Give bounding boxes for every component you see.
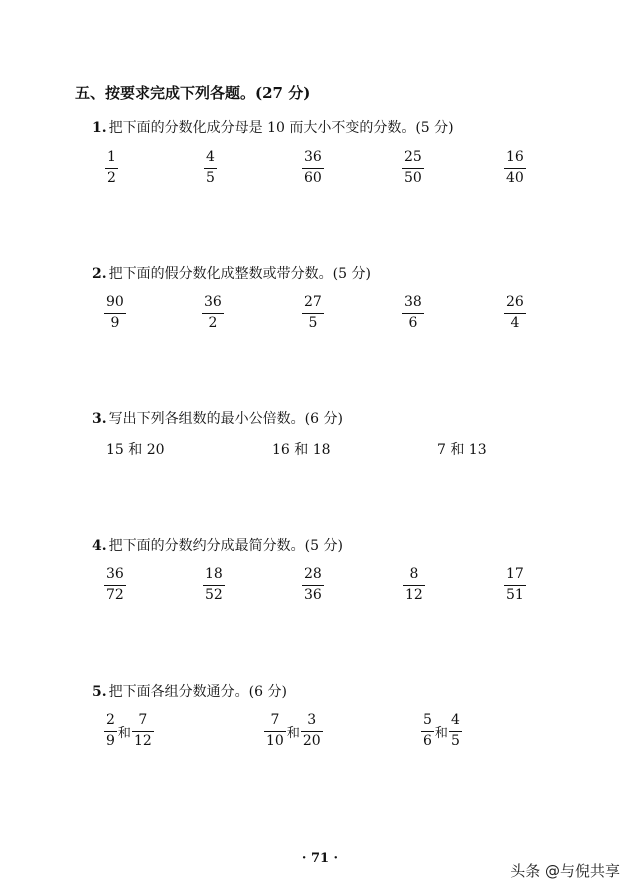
fraction-bar — [104, 731, 117, 732]
question-1 — [92, 117, 454, 137]
fraction-pair — [104, 712, 154, 750]
question-text: 把下面各组分数通分。(6 分) — [108, 684, 287, 700]
fraction-bar — [105, 168, 118, 169]
fraction — [301, 712, 323, 750]
fraction-bar — [202, 313, 224, 314]
denominator: 51 — [506, 587, 524, 603]
question-text: 把下面的分数化成分母是 10 而大小不变的分数。(5 分) — [108, 120, 454, 136]
fraction — [302, 294, 324, 332]
fraction — [402, 149, 424, 187]
fraction — [302, 149, 324, 187]
numerator: 38 — [404, 294, 422, 310]
watermark: 头条 @与倪共享 — [510, 862, 620, 880]
question-3 — [92, 408, 343, 428]
fraction — [202, 294, 224, 332]
numerator: 28 — [304, 566, 322, 582]
question-text: 把下面的假分数化成整数或带分数。(5 分) — [108, 266, 371, 282]
numerator: 36 — [106, 566, 124, 582]
numerator: 2 — [106, 712, 115, 728]
denominator: 5 — [450, 733, 460, 749]
numerator: 16 — [506, 149, 524, 165]
fraction-bar — [301, 731, 323, 732]
question-number: 3. — [92, 411, 107, 427]
question-number: 4. — [92, 538, 107, 554]
numerator: 3 — [307, 712, 317, 728]
fraction — [264, 712, 286, 750]
denominator: 5 — [206, 170, 215, 186]
denominator: 60 — [304, 170, 322, 186]
question-text: 把下面的分数约分成最简分数。(5 分) — [108, 538, 343, 554]
and-connector: 和 — [286, 725, 300, 741]
fraction — [104, 294, 126, 332]
denominator: 2 — [107, 170, 116, 186]
question-number: 1. — [92, 120, 107, 136]
denominator: 6 — [408, 315, 418, 331]
section-title: 五、按要求完成下列各题。(27 分) — [75, 84, 311, 102]
fraction — [203, 566, 225, 604]
denominator: 36 — [304, 587, 322, 603]
fraction-bar — [402, 313, 424, 314]
denominator: 6 — [423, 733, 432, 749]
fraction — [504, 294, 526, 332]
fraction — [204, 149, 217, 187]
question-2 — [92, 263, 371, 283]
fraction-bar — [204, 168, 217, 169]
fraction-bar — [449, 731, 462, 732]
denominator: 12 — [133, 733, 152, 749]
question-5 — [92, 681, 287, 701]
fraction — [104, 712, 117, 750]
fraction-bar — [504, 313, 526, 314]
page-number: · 71 · — [301, 851, 339, 866]
denominator: 12 — [405, 587, 423, 603]
fraction-bar — [104, 313, 126, 314]
numerator: 17 — [506, 566, 524, 582]
fraction — [504, 149, 526, 187]
fraction — [504, 566, 526, 604]
fraction-bar — [504, 585, 526, 586]
numerator: 4 — [450, 712, 460, 728]
denominator: 40 — [506, 170, 524, 186]
fraction-bar — [403, 585, 425, 586]
denominator: 5 — [308, 315, 318, 331]
numerator: 90 — [106, 294, 124, 310]
numerator: 7 — [138, 712, 148, 728]
denominator: 4 — [510, 315, 520, 331]
fraction — [402, 294, 424, 332]
fraction — [105, 149, 118, 187]
denominator: 72 — [106, 587, 124, 603]
number-pair: 16 和 18 — [272, 442, 331, 458]
denominator: 10 — [266, 733, 284, 749]
fraction-bar — [421, 731, 434, 732]
fraction-pair — [421, 712, 462, 750]
fraction-bar — [104, 585, 126, 586]
numerator: 1 — [107, 149, 116, 165]
denominator: 2 — [208, 315, 218, 331]
fraction — [403, 566, 425, 604]
fraction — [132, 712, 154, 750]
number-pair: 7 和 13 — [437, 442, 487, 458]
fraction-bar — [302, 313, 324, 314]
question-number: 2. — [92, 266, 107, 282]
numerator: 27 — [304, 294, 322, 310]
numerator: 26 — [506, 294, 524, 310]
fraction — [104, 566, 126, 604]
fraction-bar — [302, 168, 324, 169]
fraction — [449, 712, 462, 750]
number-pair: 15 和 20 — [106, 442, 165, 458]
fraction-bar — [264, 731, 286, 732]
numerator: 18 — [205, 566, 223, 582]
question-text: 写出下列各组数的最小公倍数。(6 分) — [108, 411, 343, 427]
denominator: 52 — [205, 587, 223, 603]
denominator: 9 — [110, 315, 120, 331]
fraction-bar — [504, 168, 526, 169]
fraction-bar — [402, 168, 424, 169]
numerator: 8 — [409, 566, 419, 582]
fraction-pair — [264, 712, 323, 750]
denominator: 50 — [404, 170, 422, 186]
numerator: 4 — [206, 149, 215, 165]
fraction-bar — [132, 731, 154, 732]
fraction — [302, 566, 324, 604]
fraction-bar — [203, 585, 225, 586]
fraction — [421, 712, 434, 750]
question-4 — [92, 535, 343, 555]
numerator: 7 — [270, 712, 280, 728]
question-number: 5. — [92, 684, 107, 700]
numerator: 5 — [423, 712, 432, 728]
numerator: 36 — [304, 149, 322, 165]
and-connector: 和 — [434, 725, 448, 741]
fraction-bar — [302, 585, 324, 586]
denominator: 20 — [302, 733, 321, 749]
numerator: 25 — [404, 149, 422, 165]
denominator: 9 — [106, 733, 115, 749]
and-connector: 和 — [117, 725, 131, 741]
numerator: 36 — [204, 294, 222, 310]
